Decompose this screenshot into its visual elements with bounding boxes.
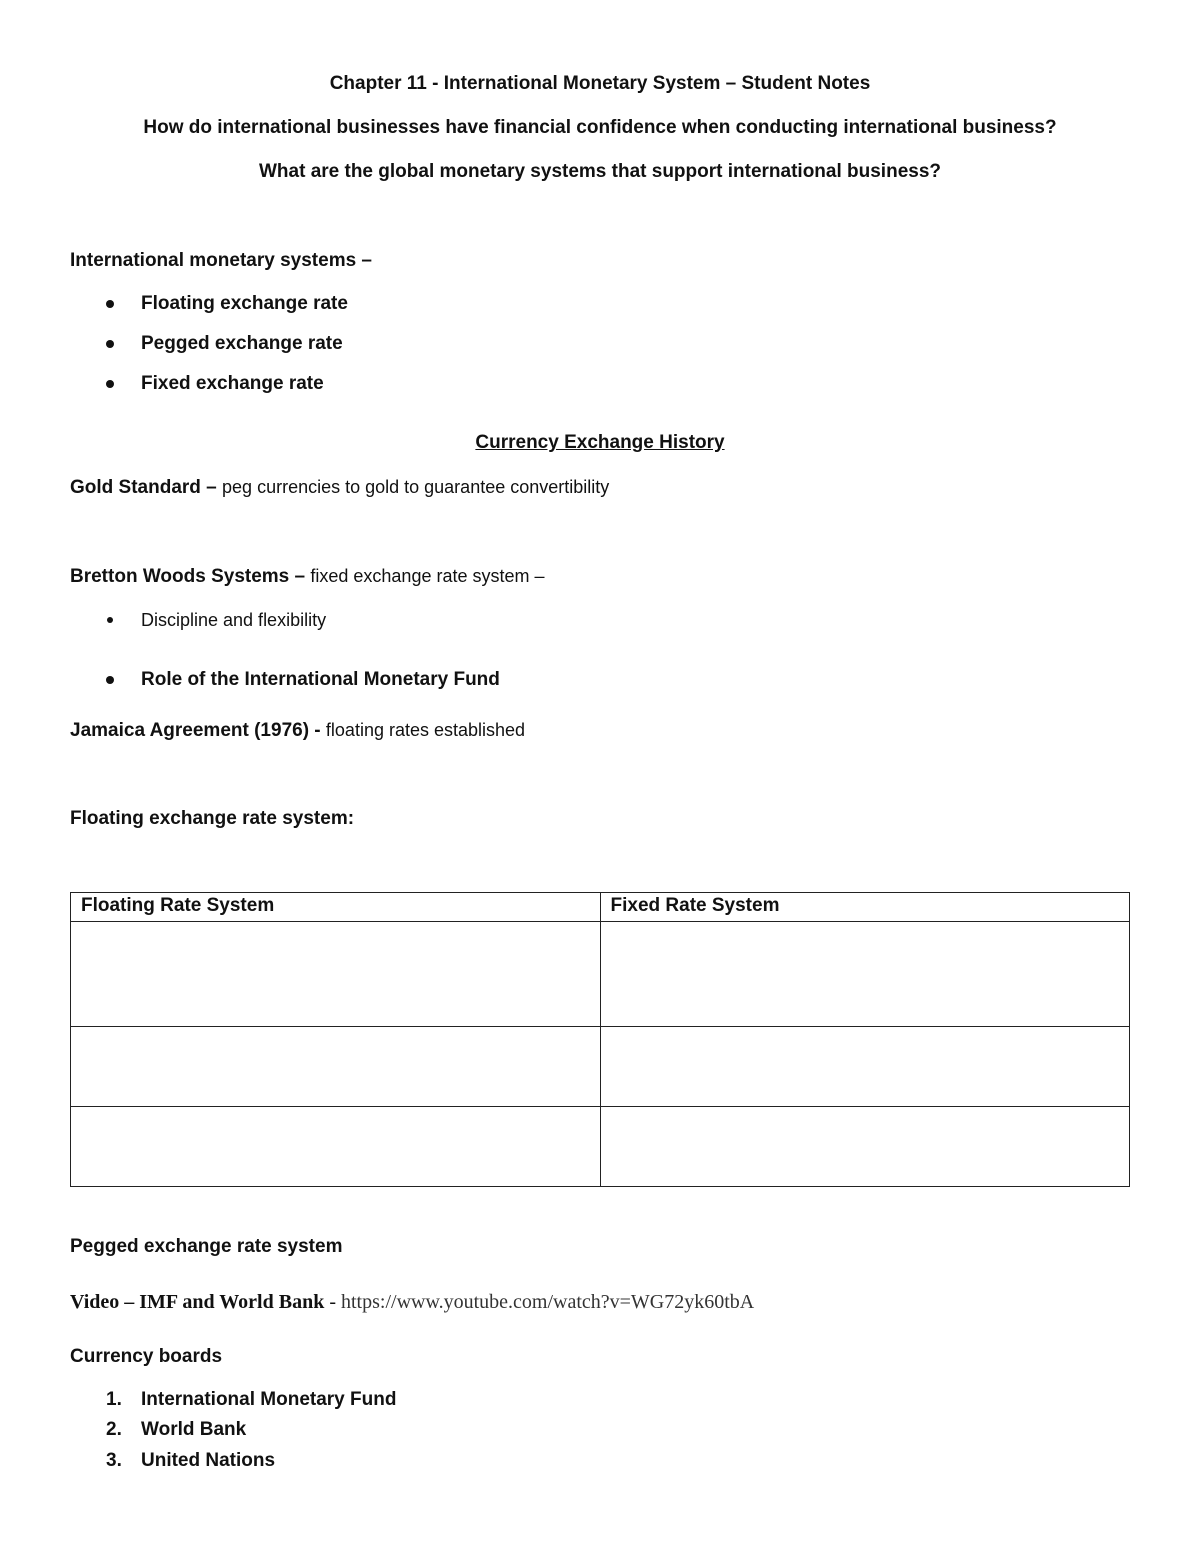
list-number: 3. xyxy=(106,1450,122,1471)
floating-heading: Floating exchange rate system: xyxy=(70,808,355,829)
gold-standard-line xyxy=(70,475,609,500)
table-header-fixed: Fixed Rate System xyxy=(600,893,1130,922)
comparison-table xyxy=(70,892,1130,1187)
bretton-woods-label: Bretton Woods Systems – xyxy=(70,566,306,587)
video-label: Video – IMF and World Bank xyxy=(70,1291,325,1313)
currency-boards-heading: Currency boards xyxy=(70,1346,223,1367)
jamaica-agreement-line xyxy=(70,718,525,743)
table-row xyxy=(71,1027,1130,1107)
table-cell[interactable] xyxy=(600,922,1130,1027)
bretton-woods-line xyxy=(70,564,545,589)
video-line xyxy=(70,1290,754,1314)
list-item: World Bank xyxy=(141,1419,247,1440)
table-cell[interactable] xyxy=(71,1107,601,1187)
monetary-systems-heading: International monetary systems – xyxy=(70,250,372,271)
list-item: Fixed exchange rate xyxy=(141,373,324,394)
table-row xyxy=(71,1107,1130,1187)
video-separator: - xyxy=(329,1291,336,1313)
jamaica-agreement-label: Jamaica Agreement (1976) - xyxy=(70,720,321,741)
table-row xyxy=(71,922,1130,1027)
gold-standard-label: Gold Standard – xyxy=(70,477,217,498)
list-item: International Monetary Fund xyxy=(141,1389,397,1410)
bretton-woods-text: fixed exchange rate system – xyxy=(310,566,545,586)
table-cell[interactable] xyxy=(600,1107,1130,1187)
essential-question-1: How do international businesses have financial confidence when conducting international business? xyxy=(143,117,1057,138)
pegged-heading: Pegged exchange rate system xyxy=(70,1236,343,1257)
video-link[interactable]: https://www.youtube.com/watch?v=WG72yk60tbA xyxy=(341,1291,755,1313)
bullet-icon xyxy=(107,617,113,623)
table-cell[interactable] xyxy=(600,1027,1130,1107)
list-number: 2. xyxy=(106,1419,122,1440)
list-item: Floating exchange rate xyxy=(141,293,348,314)
table-cell[interactable] xyxy=(71,1027,601,1107)
list-item: Role of the International Monetary Fund xyxy=(141,669,500,690)
list-item: Discipline and flexibility xyxy=(141,610,327,630)
bullet-icon xyxy=(106,676,114,684)
jamaica-agreement-text: floating rates established xyxy=(325,720,526,740)
list-number: 1. xyxy=(106,1389,122,1410)
table-header-row xyxy=(71,893,1130,922)
page-title: Chapter 11 - International Monetary System – Student Notes xyxy=(329,73,871,94)
bullet-icon xyxy=(106,380,114,388)
table-header-floating: Floating Rate System xyxy=(71,893,601,922)
list-item: United Nations xyxy=(141,1450,276,1471)
table-cell[interactable] xyxy=(71,922,601,1027)
history-heading: Currency Exchange History xyxy=(475,432,725,453)
bullet-icon xyxy=(106,300,114,308)
gold-standard-text: peg currencies to gold to guarantee convertibility xyxy=(222,477,610,497)
essential-question-2: What are the global monetary systems that support international business? xyxy=(258,161,941,182)
list-item: Pegged exchange rate xyxy=(141,333,343,354)
bullet-icon xyxy=(106,340,114,348)
